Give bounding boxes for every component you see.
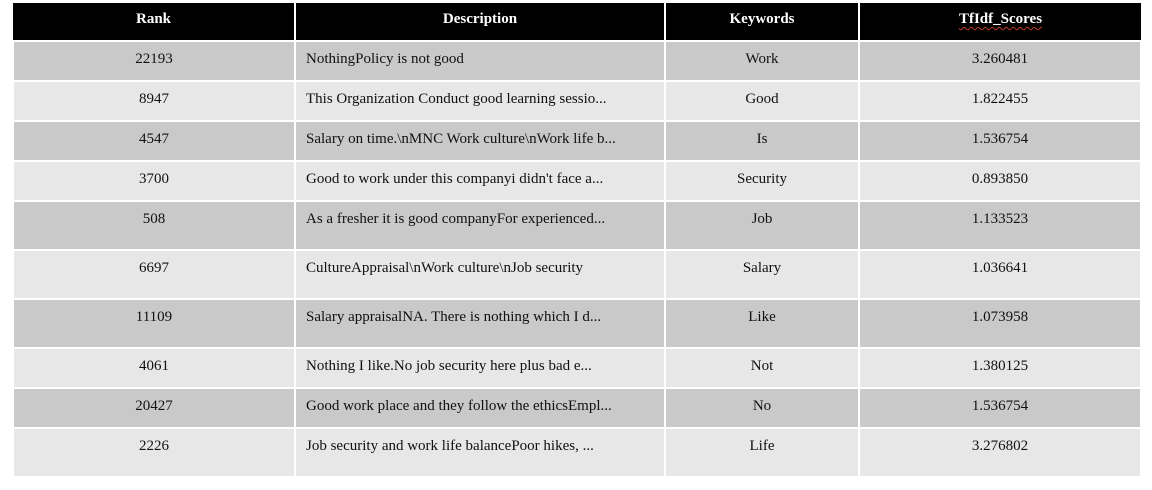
header-keywords: Keywords [665, 3, 859, 41]
description-cell: Good to work under this companyi didn't face a... [295, 161, 665, 201]
keyword-cell: Security [665, 161, 859, 201]
rank-cell: 8947 [13, 81, 295, 121]
keyword-cell: Job [665, 201, 859, 250]
table-row [13, 201, 1141, 250]
description-cell: NothingPolicy is not good [295, 41, 665, 81]
score-cell: 3.276802 [859, 428, 1141, 477]
keyword-cell: Life [665, 428, 859, 477]
description-cell: CultureAppraisal\nWork culture\nJob security [295, 250, 665, 299]
table-row [13, 250, 1141, 299]
tfidf-table [12, 3, 1142, 478]
score-cell: 0.893850 [859, 161, 1141, 201]
score-cell: 1.073958 [859, 299, 1141, 348]
score-cell: 1.822455 [859, 81, 1141, 121]
description-cell: This Organization Conduct good learning sessio... [295, 81, 665, 121]
table-row [13, 388, 1141, 428]
rank-cell: 6697 [13, 250, 295, 299]
table-row [13, 121, 1141, 161]
description-cell: Salary on time.\nMNC Work culture\nWork life b... [295, 121, 665, 161]
rank-cell: 508 [13, 201, 295, 250]
rank-cell: 2226 [13, 428, 295, 477]
header-tfidf-scores-label: TfIdf_Scores [958, 11, 1043, 27]
score-cell: 1.036641 [859, 250, 1141, 299]
header-description: Description [295, 3, 665, 41]
table-row [13, 161, 1141, 201]
keyword-cell: Good [665, 81, 859, 121]
description-cell: Good work place and they follow the ethicsEmpl... [295, 388, 665, 428]
table-row [13, 348, 1141, 388]
keyword-cell: Work [665, 41, 859, 81]
header-tfidf-scores [859, 3, 1141, 41]
keyword-cell: No [665, 388, 859, 428]
score-cell: 1.536754 [859, 388, 1141, 428]
keyword-cell: Not [665, 348, 859, 388]
table-row [13, 428, 1141, 477]
table-row [13, 81, 1141, 121]
header-rank: Rank [13, 3, 295, 41]
description-cell: Job security and work life balancePoor hikes, ... [295, 428, 665, 477]
score-cell: 3.260481 [859, 41, 1141, 81]
rank-cell: 4061 [13, 348, 295, 388]
table-row [13, 41, 1141, 81]
rank-cell: 4547 [13, 121, 295, 161]
rank-cell: 11109 [13, 299, 295, 348]
description-cell: Nothing I like.No job security here plus bad e... [295, 348, 665, 388]
rank-cell: 20427 [13, 388, 295, 428]
rank-cell: 22193 [13, 41, 295, 81]
keyword-cell: Like [665, 299, 859, 348]
score-cell: 1.133523 [859, 201, 1141, 250]
score-cell: 1.380125 [859, 348, 1141, 388]
rank-cell: 3700 [13, 161, 295, 201]
keyword-cell: Salary [665, 250, 859, 299]
table-row [13, 299, 1141, 348]
description-cell: Salary appraisalNA. There is nothing which I d... [295, 299, 665, 348]
description-cell: As a fresher it is good companyFor experienced... [295, 201, 665, 250]
table-header-row [13, 3, 1141, 41]
keyword-cell: Is [665, 121, 859, 161]
score-cell: 1.536754 [859, 121, 1141, 161]
